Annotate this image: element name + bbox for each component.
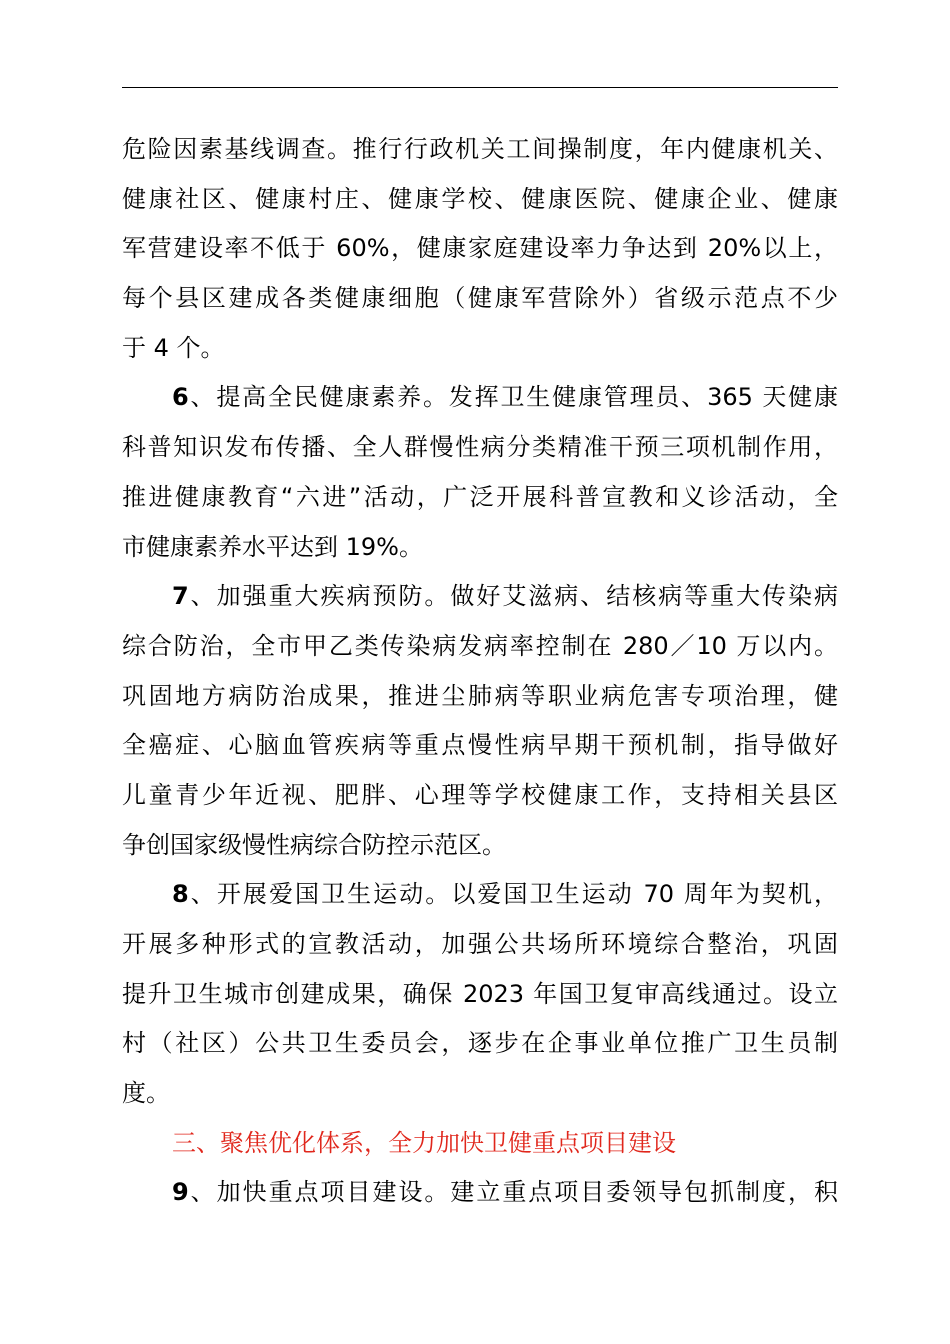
item-text: 、加快重点项目建设。建立重点项目委领导包抓制度，积 (188, 1178, 838, 1207)
body-line: 军营建设率不低于 60%，健康家庭建设率力争达到 20%以上， (122, 234, 838, 263)
section-heading: 三、聚焦优化体系，全力加快卫健重点项目建设 (172, 1128, 676, 1157)
item-text: 、提高全民健康素养。发挥卫生健康管理员、365 天健康 (188, 383, 838, 412)
body-line: 村（社区）公共卫生委员会，逐步在企事业单位推广卫生员制 (122, 1029, 838, 1058)
item-7-first-line (122, 572, 838, 622)
document-body (122, 125, 838, 1218)
body-line: 提升卫生城市创建成果，确保 2023 年国卫复审高线通过。设立 (122, 979, 838, 1008)
body-line: 全癌症、心脑血管疾病等重点慢性病早期干预机制，指导做好 (122, 731, 838, 760)
body-line: 推进健康教育“六进”活动，广泛开展科普宣教和义诊活动，全 (122, 482, 838, 511)
body-line: 科普知识发布传播、全人群慢性病分类精准干预三项机制作用， (122, 433, 838, 462)
item-8-first-line (122, 870, 838, 920)
item-number: 9 (172, 1178, 189, 1207)
item-text: 、加强重大疾病预防。做好艾滋病、结核病等重大传染病 (188, 582, 838, 611)
body-line: 儿童青少年近视、肥胖、心理等学校健康工作，支持相关县区 (122, 780, 838, 809)
body-line: 争创国家级慢性病综合防控示范区。 (122, 830, 506, 859)
item-number: 6 (172, 383, 189, 412)
item-6-first-line (122, 373, 838, 423)
body-line: 开展多种形式的宣教活动，加强公共场所环境综合整治，巩固 (122, 930, 838, 958)
item-text: 、开展爱国卫生运动。以爱国卫生运动 70 周年为契机， (188, 880, 838, 909)
body-line: 巩固地方病防治成果，推进尘肺病等职业病危害专项治理，健 (122, 681, 838, 710)
item-number: 8 (172, 880, 189, 909)
body-line: 度。 (122, 1079, 170, 1108)
body-line: 于 4 个。 (122, 333, 225, 362)
header-rule (122, 87, 838, 88)
body-line: 每个县区建成各类健康细胞（健康军营除外）省级示范点不少 (122, 284, 838, 313)
item-number: 7 (172, 582, 189, 611)
body-line: 综合防治，全市甲乙类传染病发病率控制在 280／10 万以内。 (122, 631, 838, 660)
body-line: 健康社区、健康村庄、健康学校、健康医院、健康企业、健康 (122, 184, 838, 213)
item-9-first-line (122, 1168, 838, 1218)
body-line: 危险因素基线调查。推行行政机关工间操制度，年内健康机关、 (122, 135, 838, 163)
body-line: 市健康素养水平达到 19%。 (122, 532, 423, 561)
